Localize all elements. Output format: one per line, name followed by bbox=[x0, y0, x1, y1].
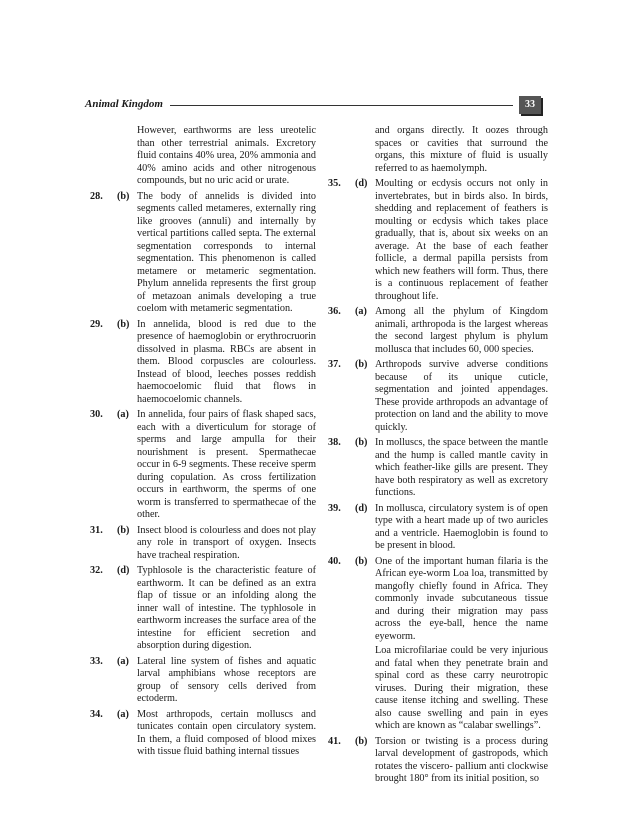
answer-option: (a) bbox=[117, 655, 129, 667]
question-number: 38. bbox=[328, 437, 341, 448]
answer-item bbox=[328, 306, 548, 356]
answer-item bbox=[90, 709, 316, 759]
right-column bbox=[328, 125, 548, 789]
question-number: 41. bbox=[328, 735, 341, 747]
answer-option: (d) bbox=[355, 178, 368, 189]
page-number: 33 bbox=[519, 96, 541, 114]
page-header bbox=[85, 96, 541, 116]
question-number: 29. bbox=[90, 318, 103, 330]
question-number: 34. bbox=[90, 708, 103, 720]
explanation-text: Moulting or ecdysis occurs not only in invertebrates, but in birds also. In birds, shedding and replacement of feathers is moulting or ecdysis which takes place gradually, that is, about six weeks on an average. At the base of each feather follicle, a dermal papilla persists from which new feathers will form. Thus, there is a continuous replacement of feather throughout life. bbox=[375, 178, 548, 302]
explanation-text: In mollusca, circulatory system is of open type with a heart made up of two auricles and a ventricle. Haemoglobin is found to be present in blood. bbox=[375, 502, 548, 551]
answer-option: (b) bbox=[117, 318, 130, 330]
question-number: 28. bbox=[90, 190, 103, 202]
answer-option: (a) bbox=[355, 306, 367, 317]
answer-item bbox=[328, 736, 548, 786]
answer-item bbox=[90, 525, 316, 563]
question-number: 39. bbox=[328, 502, 341, 514]
answer-item bbox=[328, 178, 548, 303]
question-number: 40. bbox=[328, 555, 341, 567]
explanation-text: In annelida, four pairs of flask shaped sacs, each with a diverticulum for storage of sperms and large ampulla for their nourishment is present. Spermathecae occur in 6-9 segments. These receive sperm during copulation. As cross fertilization occurs in earthworm, the sperms of one worm is transferred to spermathecae of the other. bbox=[137, 409, 316, 520]
answer-continuation bbox=[328, 125, 548, 175]
question-number: 37. bbox=[328, 359, 341, 370]
answer-item bbox=[90, 191, 316, 316]
answer-item bbox=[90, 565, 316, 653]
explanation-text: Arthropods survive adverse conditions because of its unique cuticle, segmentation and jointed appendages. These provide arthropods an advantage of protection on land and the ability to move quickly. bbox=[375, 359, 548, 433]
explanation-text: However, earthworms are less ureotelic than other terrestrial animals. Excretory fluid contains 40% urea, 20% ammonia and 40% amino acids and other nitrogenous compounds, but no uric acid or urate. bbox=[137, 125, 316, 186]
explanation-text: Lateral line system of fishes and aquatic larval amphibians whose receptors are group of sensory cells derived from ectoderm. bbox=[137, 655, 316, 704]
answer-option: (b) bbox=[117, 524, 130, 536]
question-number: 32. bbox=[90, 565, 103, 576]
explanation-text: In molluscs, the space between the mantle and the hump is called mantle cavity in which feather-like gills are present. They have both respiratory as well as excretory functions. bbox=[375, 437, 548, 498]
answer-item bbox=[328, 503, 548, 553]
answer-option: (b) bbox=[355, 735, 368, 747]
explanation-text: Torsion or twisting is a process during larval development of gastropods, which rotates the viscero- pallium anti clockwise brought 180° from its initial position, so bbox=[375, 735, 548, 784]
left-column bbox=[90, 125, 316, 762]
explanation-text: The body of annelids is divided into segments called metameres, externally ring like grooves (annuli) and internally by vertical partitions called septa. The external segmentation corresponds to internal segmentation. This phenomenon is called metamere or metameric segmentation. Phylum annelida represents the first group of metazoan animals developing a true coelom with metameric segmentation. bbox=[137, 190, 316, 314]
explanation-text: and organs directly. It oozes through spaces or cavities that surround the organs, this mixture of fluid is usually referred to as haemolymph. bbox=[375, 125, 548, 174]
answer-option: (d) bbox=[117, 565, 130, 576]
answer-option: (a) bbox=[117, 409, 129, 420]
answer-option: (b) bbox=[355, 555, 368, 567]
answer-option: (b) bbox=[355, 359, 368, 370]
explanation-text: Loa microfilariae could be very injurious and fatal when they penetrate brain and spinal cord as these carry neurotropic viruses. During their migration, these cause itense itching and swelling. These also cause swelling and pain in eyes which are known as “calabar swellings”. bbox=[375, 645, 548, 731]
answer-item bbox=[90, 656, 316, 706]
question-number: 30. bbox=[90, 409, 103, 420]
question-number: 36. bbox=[328, 306, 341, 317]
explanation-text: Among all the phylum of Kingdom animali, arthropoda is the largest whereas the second largest phylum is phylum mollusca that includes 60, 000 species. bbox=[375, 306, 548, 355]
answer-option: (d) bbox=[355, 502, 368, 514]
answer-item bbox=[328, 556, 548, 733]
header-rule bbox=[170, 105, 513, 106]
chapter-title: Animal Kingdom bbox=[85, 98, 167, 110]
explanation-text: One of the important human filaria is the African eye-worm Loa loa, transmitted by mangofly chiefly found in Africa. They commonly invade subcutaneous tissue and during their migration may pass across the eye-ball, hence the name eyeworm. bbox=[375, 555, 548, 642]
explanation-text: Insect blood is colourless and does not play any role in transport of oxygen. Insects have tracheal respiration. bbox=[137, 524, 316, 561]
question-number: 35. bbox=[328, 178, 341, 189]
answer-item bbox=[90, 409, 316, 522]
question-number: 31. bbox=[90, 524, 103, 536]
answer-item bbox=[90, 319, 316, 407]
answer-option: (a) bbox=[117, 708, 129, 720]
answer-continuation bbox=[90, 125, 316, 188]
question-number: 33. bbox=[90, 655, 103, 667]
answer-item bbox=[328, 437, 548, 500]
explanation-text: In annelida, blood is red due to the presence of haemoglobin or erythrocruorin dissolved in plasma. RBCs are absent in them. Blood corpuscles are colourless. Instead of blood, leeches posses reddish haemocoelomic fluid that flows in haemocoelomic channels. bbox=[137, 318, 316, 405]
explanation-text: Most arthropods, certain molluscs and tunicates contain open circulatory system. In them, a fluid composed of blood mixes with tissue fluid bathing internal tissues bbox=[137, 708, 316, 757]
answer-item bbox=[328, 359, 548, 434]
explanation-text: Typhlosole is the characteristic feature of earthworm. It can be defined as an extra flap of tissue or an infolding along the inner wall of intestine. The typhlosole in earthworm increases the surface area of the intestine for efficient secretion and absorption during digestion. bbox=[137, 565, 316, 651]
answer-option: (b) bbox=[117, 190, 130, 202]
answer-option: (b) bbox=[355, 437, 368, 448]
